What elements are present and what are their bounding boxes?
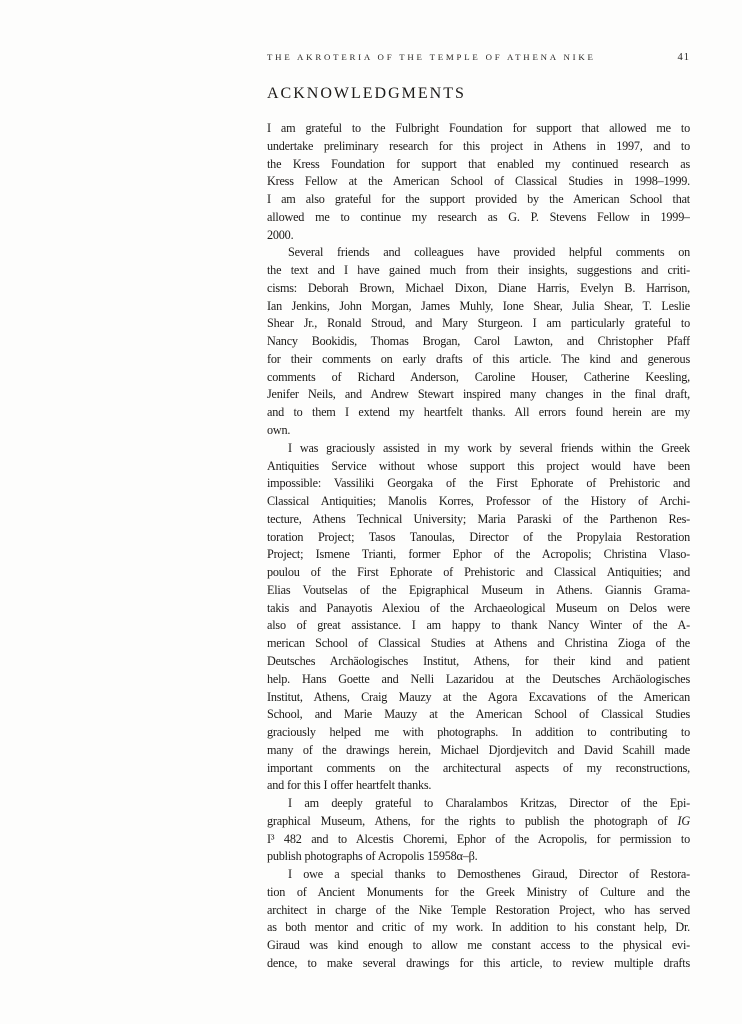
text-line: toration Project; Tasos Tanoulas, Director of the Propylaia Restoration — [267, 529, 690, 544]
text-line: Ian Jenkins, John Morgan, James Muhly, Ione Shear, Julia Shear, T. Leslie — [267, 298, 690, 313]
paragraph — [267, 795, 690, 866]
section-heading: ACKNOWLEDGMENTS — [267, 85, 466, 102]
text-line: comments of Richard Anderson, Caroline Houser, Catherine Keesling, — [267, 369, 690, 384]
text-line: for their comments on early drafts of this article. The kind and generous — [267, 351, 690, 366]
paragraph — [267, 866, 690, 973]
text-line: Kress Fellow at the American School of Classical Studies in 1998–1999. — [267, 174, 690, 189]
text-line: Institut, Athens, Craig Mauzy at the Agora Excavations of the American — [267, 689, 690, 704]
text-line: important comments on the architectural aspects of my reconstructions, — [267, 760, 690, 775]
text-line: I am also grateful for the support provided by the American School that — [267, 192, 690, 207]
text-line: allowed me to continue my research as G. P. Stevens Fellow in 1999– — [267, 209, 690, 224]
text-line: help. Hans Goette and Nelli Lazaridou at the Deutsches Archäologisches — [267, 671, 690, 686]
text-line: Jenifer Neils, and Andrew Stewart inspired many changes in the final draft, — [267, 387, 690, 402]
text-line: also of great assistance. I am happy to thank Nancy Winter of the A- — [267, 618, 690, 633]
text-line: Giraud was kind enough to allow me constant access to the physical evi- — [267, 938, 690, 953]
paragraph — [267, 244, 690, 439]
text-line: I was graciously assisted in my work by several friends within the Greek — [288, 440, 690, 455]
text-line: own. — [267, 423, 291, 438]
text-line: School, and Marie Mauzy at the American School of Classical Studies — [267, 707, 690, 722]
text-line: undertake preliminary research for this project in Athens in 1997, and to — [267, 138, 690, 153]
text-line: Classical Antiquities; Manolis Korres, Professor of the History of Archi- — [267, 494, 690, 509]
text-line: architect in charge of the Nike Temple Restoration Project, who has served — [267, 902, 690, 917]
paragraph — [267, 440, 690, 795]
text-line: I owe a special thanks to Demosthenes Giraud, Director of Restora- — [288, 867, 690, 882]
text-line: I am deeply grateful to Charalambos Kritzas, Director of the Epi- — [288, 796, 690, 811]
text-line: many of the drawings herein, Michael Djordjevitch and David Scahill made — [267, 742, 690, 757]
text-line: impossible: Vassiliki Georgaka of the First Ephorate of Prehistoric and — [267, 476, 690, 491]
text-line: graphical Museum, Athens, for the rights to publish the photograph of IG — [267, 813, 690, 828]
text-line: tecture, Athens Technical University; Maria Paraski of the Parthenon Res- — [267, 511, 690, 526]
text-line: the Kress Foundation for support that enabled my continued research as — [267, 156, 690, 171]
text-line: tion of Ancient Monuments for the Greek Ministry of Culture and the — [267, 884, 690, 899]
paragraph — [267, 120, 690, 244]
text-line: Deutsches Archäologisches Institut, Athens, for their kind and patient — [267, 653, 690, 668]
text-line: Shear Jr., Ronald Stroud, and Mary Sturgeon. I am particularly grateful to — [267, 316, 690, 331]
text-line: Project; Ismene Trianti, former Ephor of the Acropolis; Christina Vlaso- — [267, 547, 690, 562]
text-line: dence, to make several drawings for this article, to review multiple drafts — [267, 955, 690, 970]
text-line: the text and I have gained much from their insights, suggestions and criti- — [267, 263, 690, 278]
text-line: as both mentor and critic of my work. In addition to his constant help, Dr. — [267, 920, 690, 935]
text-line: and to them I extend my heartfelt thanks. All errors found herein are my — [267, 405, 690, 420]
text-line: I am grateful to the Fulbright Foundation for support that allowed me to — [267, 121, 690, 135]
body-text — [267, 120, 690, 973]
running-head-title: THE AKROTERIA OF THE TEMPLE OF ATHENA NIKE — [267, 52, 596, 62]
text-line: publish photographs of Acropolis 15958α–β. — [267, 849, 478, 864]
text-line: merican School of Classical Studies at Athens and Christina Zioga of the — [267, 636, 690, 651]
text-line: Nancy Bookidis, Thomas Brogan, Carol Lawton, and Christopher Pfaff — [267, 334, 690, 349]
running-head-row — [267, 52, 690, 63]
text-line: cisms: Deborah Brown, Michael Dixon, Diane Harris, Evelyn B. Harrison, — [267, 280, 690, 295]
page-number: 41 — [677, 52, 690, 63]
text-line: Elias Voutselas of the Epigraphical Museum in Athens. Giannis Grama- — [267, 582, 690, 597]
text-line: Antiquities Service without whose support this project would have been — [267, 458, 690, 473]
text-line: 2000. — [267, 227, 294, 242]
text-line: poulou of the First Ephorate of Prehistoric and Classical Antiquities; and — [267, 565, 690, 580]
text-line: Several friends and colleagues have provided helpful comments on — [288, 245, 690, 260]
text-line: I³ 482 and to Alcestis Choremi, Ephor of the Acropolis, for permission to — [267, 831, 690, 846]
text-line: graciously helped me with photographs. In addition to contributing to — [267, 725, 690, 740]
text-line: and for this I offer heartfelt thanks. — [267, 778, 432, 793]
text-line: takis and Panayotis Alexiou of the Archaeological Museum on Delos were — [267, 600, 690, 615]
